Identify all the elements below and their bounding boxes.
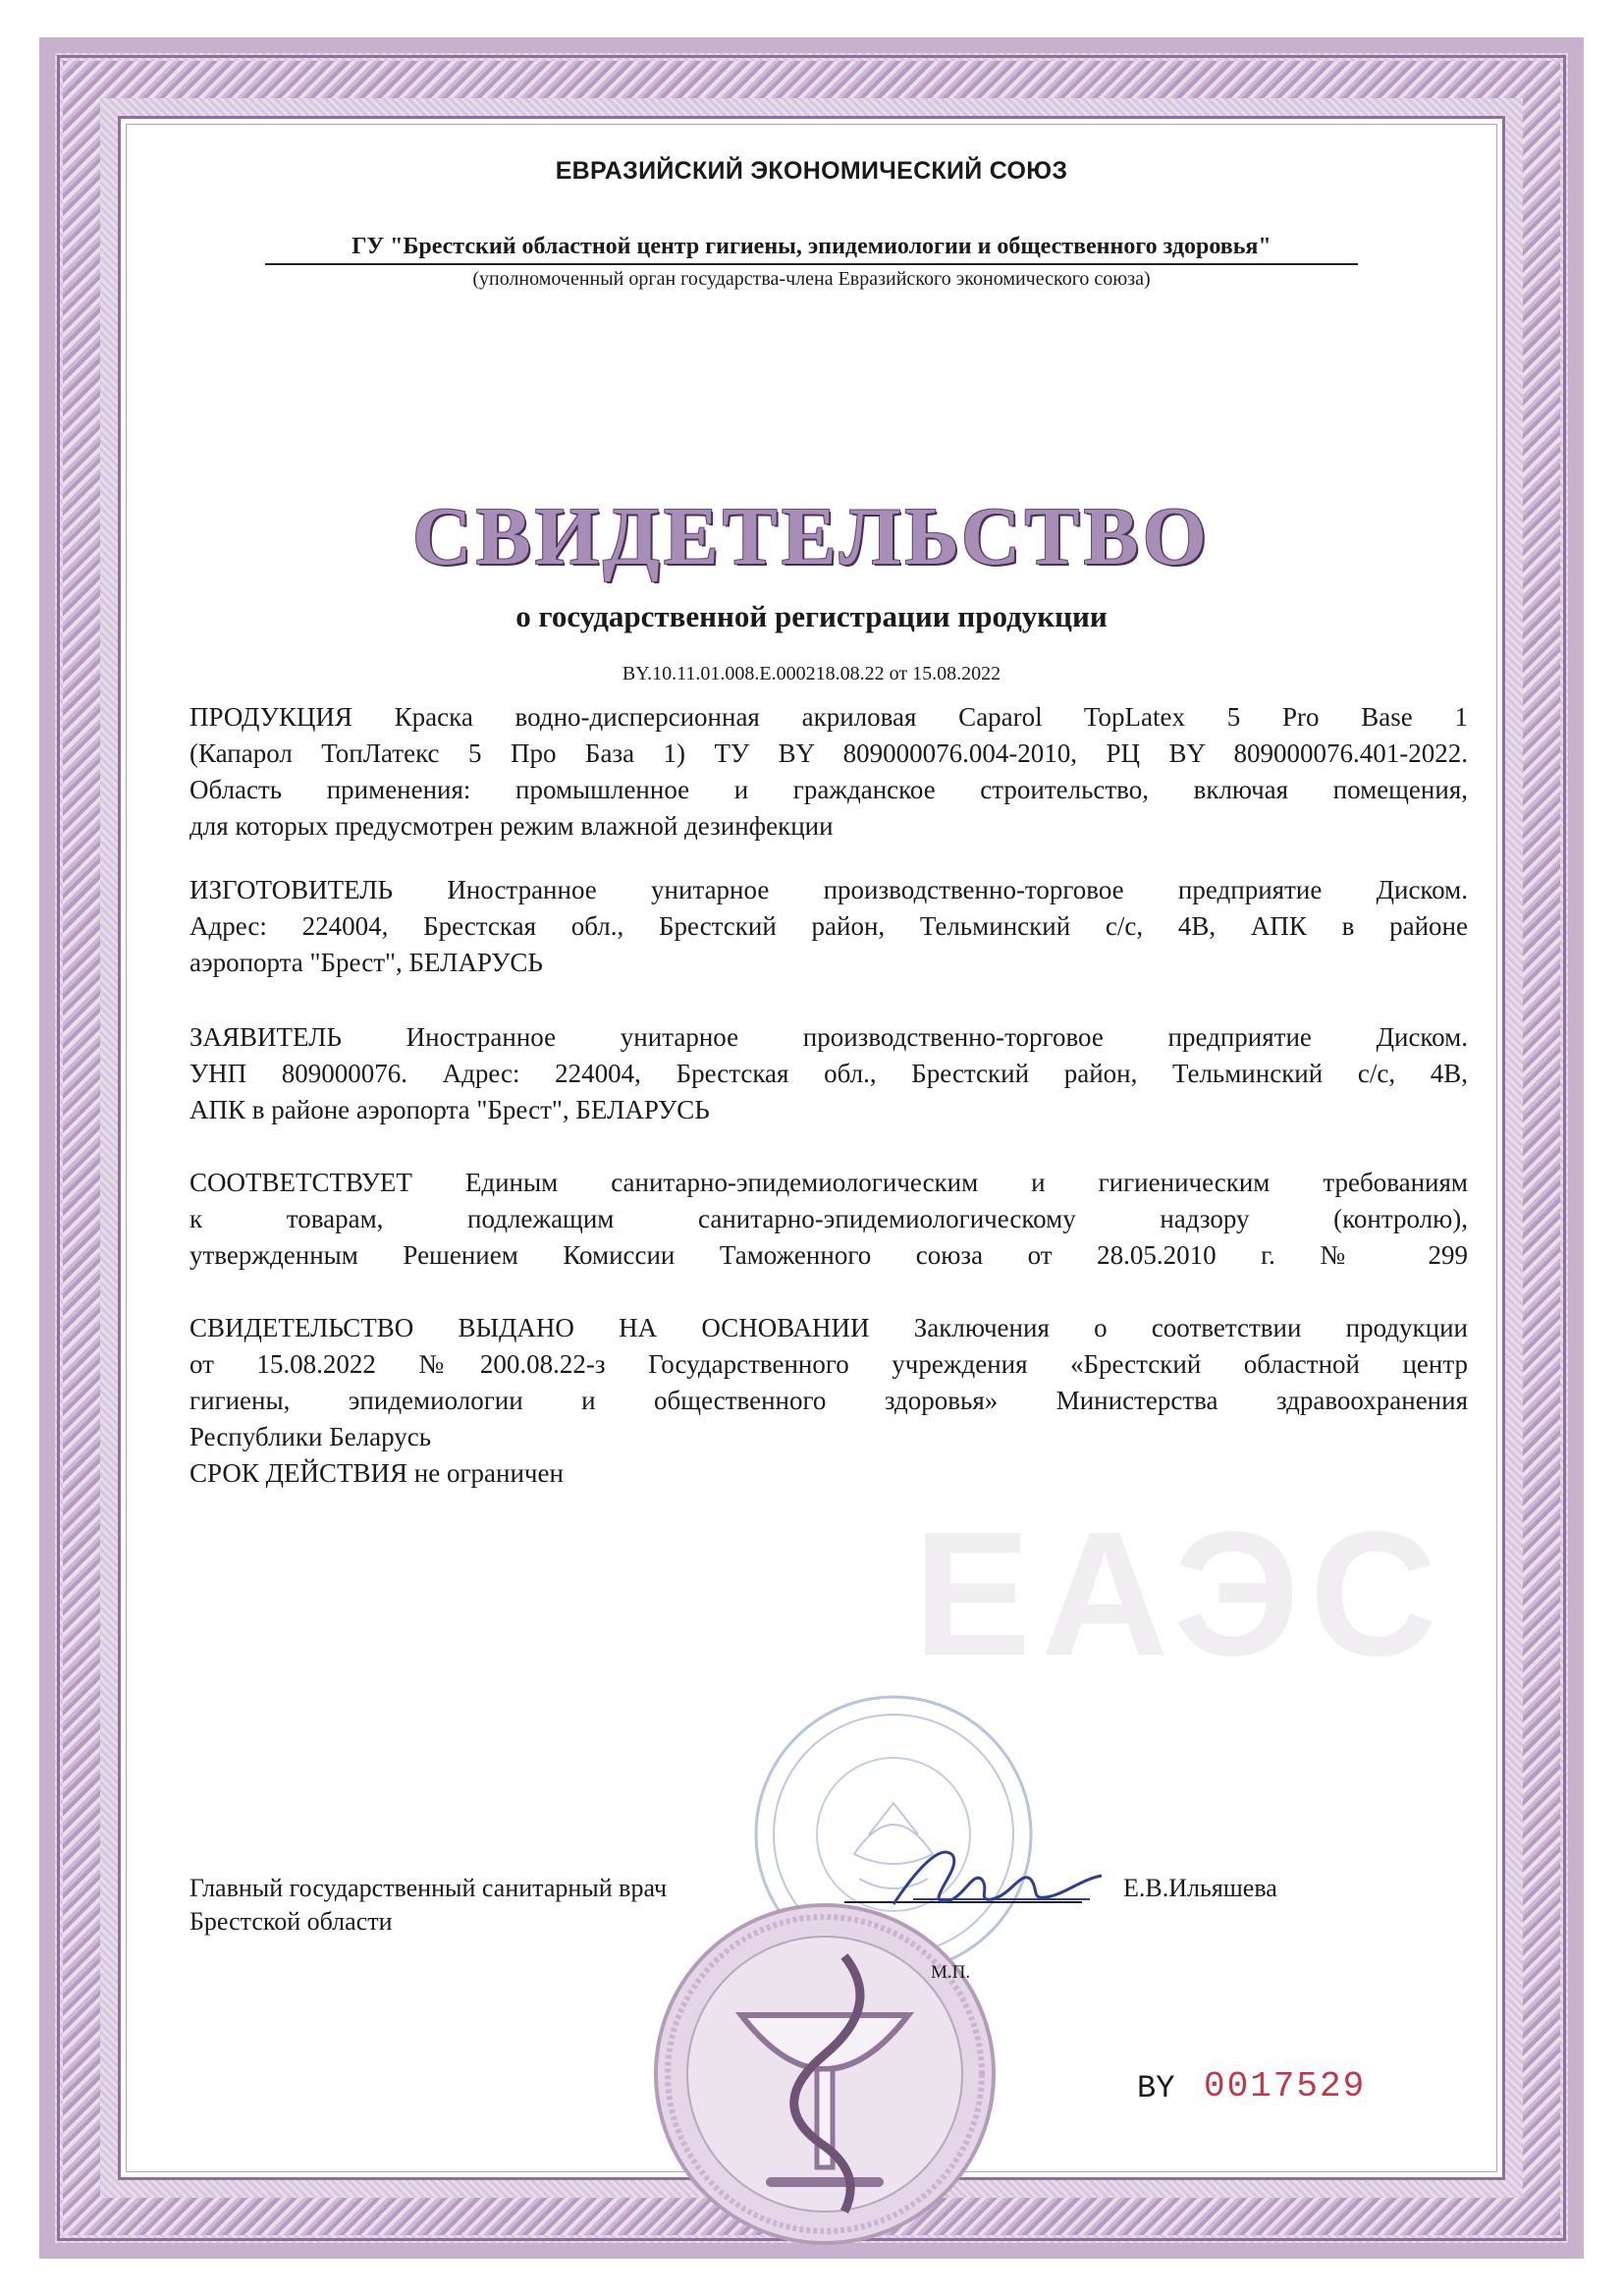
organization-note: (уполномоченный орган государства-члена Евразийского экономического союза) [472,268,1151,290]
registration-number: BY.10.11.01.008.E.000218.08.22 от 15.08.2022 [622,663,1001,684]
basis-line: СВИДЕТЕЛЬСТВО ВЫДАНО НА ОСНОВАНИИ Заключения о соответствии продукции [189,1313,1468,1342]
applicant-section [189,1019,1468,1128]
serial-prefix: BY [1137,2070,1175,2106]
hologram-emblem-icon [648,1897,1001,2251]
conformity-line: к товарам, подлежащим санитарно-эпидемиологическому надзору (контролю), [189,1204,1468,1233]
product-line: (Капарол ТопЛатекс 5 Про База 1) ТУ BY 809000076.004-2010, РЦ BY 809000076.401-2022. [189,738,1468,768]
signatory-region: Брестской области [189,1907,393,1936]
certificate-subtitle: о государственной регистрации продукции [515,599,1108,633]
basis-line: Республики Беларусь [189,1422,432,1451]
watermark-background: ЕАЭС [913,1496,1447,1693]
conformity-line: утвержденным Решением Комиссии Таможенного союза от 28.05.2010 г. № 299 [189,1240,1468,1270]
product-line: ПРОДУКЦИЯ Краска водно-дисперсионная акриловая Caparol TopLatex 5 Pro Base 1 [189,702,1468,732]
manufacturer-line: аэропорта "Брест", БЕЛАРУСЬ [189,948,543,977]
applicant-line: АПК в районе аэропорта "Брест", БЕЛАРУСЬ [189,1095,710,1124]
signatory-name: Е.В.Ильяшева [1123,1874,1277,1902]
stamp-place-label: М.П. [931,1962,971,1983]
conformity-line: СООТВЕТСТВУЕТ Единым санитарно-эпидемиологическим и гигиеническим требованиям [189,1168,1468,1197]
certificate-title: СВИДЕТЕЛЬСТВО [412,491,1211,582]
manufacturer-section [189,872,1468,981]
serial-number: 0017529 [1204,2066,1367,2106]
signatory-position: Главный государственный санитарный врач [189,1874,668,1902]
basis-section [189,1310,1468,1492]
applicant-line: ЗАЯВИТЕЛЬ Иностранное унитарное производственно-торговое предприятие Диском. [189,1022,1468,1052]
conformity-section [189,1165,1468,1274]
basis-line: гигиены, эпидемиологии и общественного здоровья» Министерства здравоохранения [189,1386,1468,1415]
validity-line: СРОК ДЕЙСТВИЯ не ограничен [189,1458,564,1488]
applicant-line: УНП 809000076. Адрес: 224004, Брестская обл., Брестский район, Тельминский с/с, 4В, [189,1059,1468,1088]
manufacturer-line: Адрес: 224004, Брестская обл., Брестский район, Тельминский с/с, 4В, АПК в районе [189,911,1468,941]
basis-line: от 15.08.2022 №200.08.22-з Государственного учреждения «Брестский областной центр [189,1349,1468,1379]
product-section [189,699,1468,845]
manufacturer-line: ИЗГОТОВИТЕЛЬ Иностранное унитарное производственно-торговое предприятие Диском. [189,875,1468,904]
product-line: Область применения: промышленное и гражданское строительство, включая помещения, [189,775,1468,804]
union-header: ЕВРАЗИЙСКИЙ ЭКОНОМИЧЕСКИЙ СОЮЗ [555,157,1068,185]
product-line: для которых предусмотрен режим влажной дезинфекции [189,811,834,841]
organization-underline [265,263,1358,265]
issuing-organization: ГУ "Брестский областной центр гигиены, эпидемиологии и общественного здоровья" [352,234,1271,259]
handwritten-signature [884,1840,1109,1919]
